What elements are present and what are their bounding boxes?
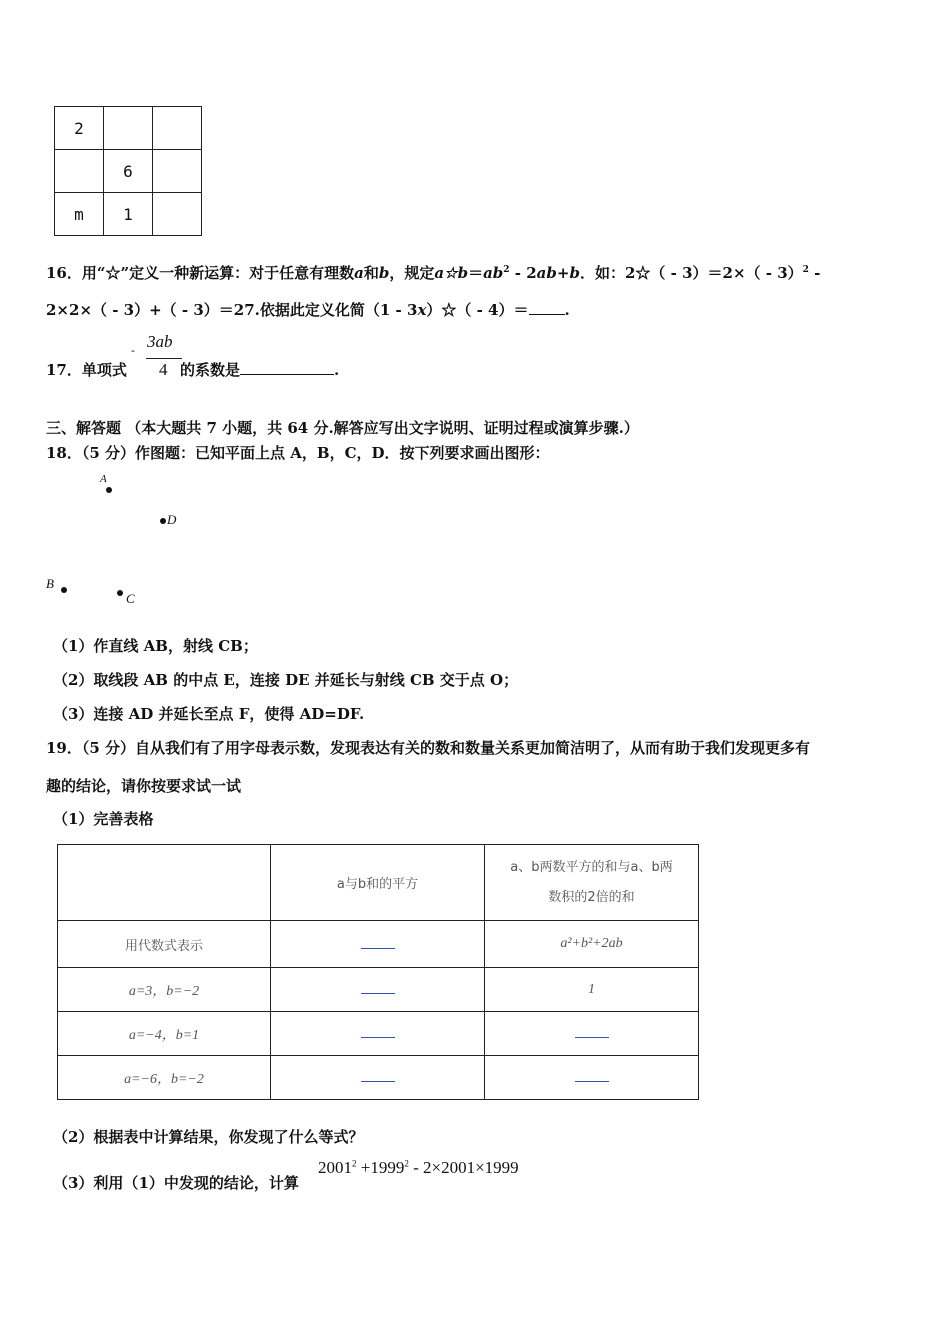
expr-term: 2001 [318,1158,352,1177]
q18-title: 18．（5 分）作图题：已知平面上点 A，B，C，D．按下列要求画出图形： [46,444,550,462]
table-header-col3 [485,845,699,921]
header-text: 数积的2倍的和 [548,889,635,905]
plus-sign: + [556,264,570,282]
grid-cell: 6 [104,150,153,193]
var-b: b [569,264,580,282]
grid-cell: 2 [55,107,104,150]
fraction-bar [146,358,182,359]
q16-text: 和 [363,264,379,282]
section-note: （本大题共 7 小题，共 64 分.解答应写出文字说明、证明过程或演算步骤.） [126,419,639,437]
grid-cell: m [55,193,104,236]
grid-cell: 1 [104,193,153,236]
var-x: x [417,301,427,319]
q19-part1: （1）完善表格 [53,810,154,828]
row-label-text: a=−4，b=1 [128,1027,200,1043]
point-d-dot [160,518,166,524]
row-label [58,968,271,1012]
answer-cell[interactable] [485,1012,699,1056]
answer-blank[interactable] [575,1069,609,1082]
expr-term: +1999 [356,1158,405,1177]
header-text: a与b和的平方 [336,877,419,892]
answer-cell[interactable] [271,921,485,968]
header-text: a、b两数平方的和与a、b两 [510,859,673,875]
point-b-label: B [46,576,54,591]
row-label-text: 用代数式表示 [124,938,203,954]
rule-ab: ab [536,264,557,282]
q17-text: 的系数是 [180,361,241,379]
answer-blank[interactable] [575,1025,609,1038]
answer-blank[interactable] [240,360,334,375]
row-label-text: a=3，b=−2 [128,983,200,999]
q19-expression [318,1158,519,1178]
answer-cell[interactable] [271,968,485,1012]
exponent: 2 [503,265,510,275]
q19-part3: （3）利用（1）中发现的结论，计算 [53,1174,299,1192]
answer-cell[interactable] [485,1056,699,1100]
answer-blank[interactable] [361,936,395,949]
q16-text: - 2 [509,264,537,282]
q16-text: 16．用“☆”定义一种新运算：对于任意有理数 [46,264,355,282]
table-row [58,1056,699,1100]
q16-text: . [564,301,570,319]
rule-lhs: a☆b [434,264,469,282]
q19-line1: 19．（5 分）自从我们有了用字母表示数，发现表达有关的数和数量关系更加简洁明了，从而有助于我们发现更多有 [46,739,811,757]
exponent: 2 [404,1158,409,1169]
value-cell [485,968,699,1012]
q18-step-2: （2）取线段 AB 的中点 E，连接 DE 并延长与射线 CB 交于点 O； [53,671,519,689]
fraction-numerator: 3ab [147,332,173,351]
table-row [58,845,699,921]
row-label [58,1056,271,1100]
minus-sign: - [131,343,135,357]
q18-step-3: （3）连接 AD 并延长至点 F，使得 AD=DF. [53,705,365,723]
exponent: 2 [802,265,809,275]
expr-term: - 2×2001×1999 [408,1158,519,1177]
rule-ab: ab [483,264,504,282]
q16-text: 2×2×（ - 3）+（ - 3）＝27.依据此定义化简（1 - 3 [46,301,418,319]
grid-cell [104,107,153,150]
q19-line2: 趣的结论，请你按要求试一试 [46,777,242,795]
number-grid [54,106,202,236]
answer-blank[interactable] [529,300,565,315]
q16-text: ，规定 [389,264,435,282]
point-a-dot [106,487,112,493]
section-title: 三、解答题 [46,419,122,437]
table-header-empty [58,845,271,921]
q19-part2: （2）根据表中计算结果，你发现了什么等式？ [53,1128,364,1146]
q16-text: ）☆（ - 4）＝ [426,301,529,319]
answer-blank[interactable] [361,1025,395,1038]
var-a: a [354,264,364,282]
q17-label: 17．单项式 [46,361,127,379]
answer-cell[interactable] [271,1056,485,1100]
row-label [58,1012,271,1056]
fraction-denominator: 4 [159,360,168,379]
answer-cell[interactable] [271,1012,485,1056]
grid-cell [153,150,202,193]
q19-table [57,844,699,1100]
var-b: b [378,264,390,282]
q17-text: . [334,361,340,379]
exponent: 2 [352,1158,357,1169]
expression-text: a²+b²+2ab [560,936,623,951]
table-header-col2 [271,845,485,921]
section-heading [46,417,639,438]
q16-line1 [46,262,820,283]
value-text: 1 [588,981,595,997]
table-row [58,1012,699,1056]
grid-cell [55,150,104,193]
point-a-label: A [100,473,107,485]
value-cell [485,921,699,968]
point-d-label: D [167,512,177,527]
row-label [58,921,271,968]
grid-cell [153,193,202,236]
table-row [58,968,699,1012]
answer-blank[interactable] [361,981,395,994]
q17-suffix [180,359,339,380]
q18-step-1: （1）作直线 AB，射线 CB； [53,637,258,655]
q16-text: - [808,264,821,282]
point-c-dot [117,590,123,596]
grid-cell [153,107,202,150]
q16-example: ．如：2☆（ - 3）＝2×（ - 3） [579,264,803,282]
equals-sign: ＝ [468,264,484,282]
row-label-text: a=−6，b=−2 [124,1071,204,1087]
table-row [58,921,699,968]
point-c-label: C [126,591,135,606]
answer-blank[interactable] [361,1069,395,1082]
point-b-dot [61,587,67,593]
q16-line2 [46,299,570,320]
